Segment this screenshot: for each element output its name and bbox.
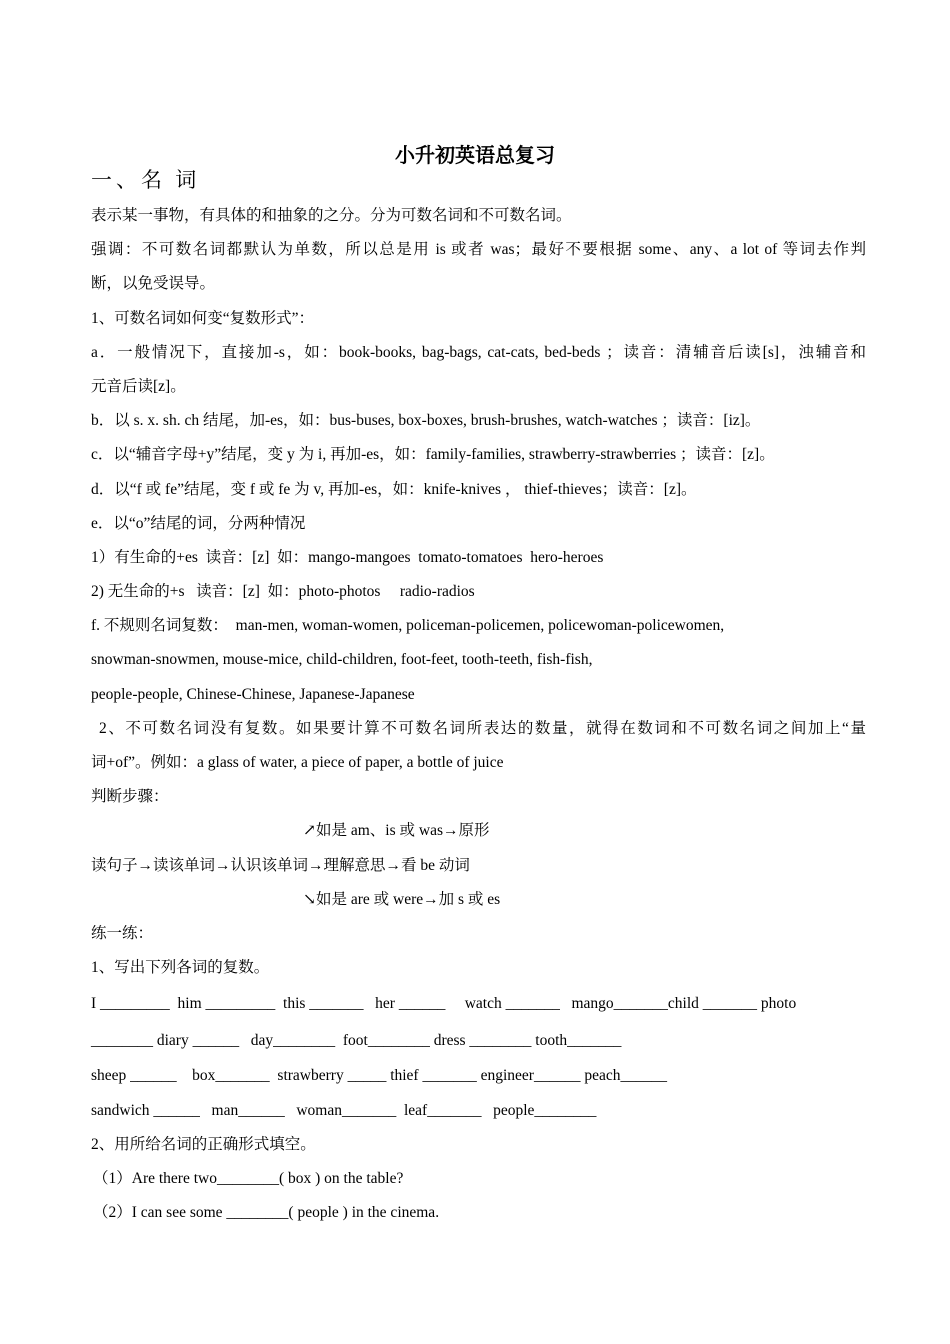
practice-heading: 练一练： xyxy=(91,924,154,942)
judgement-branch-plural: ↘如是 are 或 were→加 s 或 es xyxy=(303,890,501,908)
rule-c: c．以“辅音字母+y”结尾，变 y 为 i, 再加-es，如：family-families, strawberry-strawberries ；读音：[z]。 xyxy=(91,446,775,464)
judgement-steps-label: 判断步骤： xyxy=(91,788,169,806)
rule-heading-plural: 1、可数名词如何变“复数形式”： xyxy=(91,309,315,327)
rule-a-cont: 元音后读[z]。 xyxy=(91,377,186,395)
exercise-1-instruction: 1、写出下列各词的复数。 xyxy=(91,959,270,977)
rule-f-cont-2: people-people, Chinese-Chinese, Japanese-Japanese xyxy=(91,685,415,703)
rule-e: e．以“o”结尾的词，分两种情况 xyxy=(91,514,306,532)
exercise-1-row-4: sandwich ______ man______ woman_______ leaf_______ people________ xyxy=(91,1101,597,1119)
exercise-1-row-1: I _________ him _________ this _______ her ______ watch _______ mango_______child _______ photo xyxy=(91,995,797,1013)
rule-d: d．以“f 或 fe”结尾，变 f 或 fe 为 v, 再加-es，如：knife-knives ， thief-thieves；读音：[z]。 xyxy=(91,480,697,498)
section-heading: 一、名 词 xyxy=(91,168,201,192)
rule-uncountable: 2、不可数名词没有复数。如果要计算不可数名词所表达的数量，就得在数词和不可数名词之间加上“量 xyxy=(99,719,866,737)
document-title: 小升初英语总复习 xyxy=(395,145,555,167)
judgement-branch-singular: ↗如是 am、is 或 was→原形 xyxy=(303,822,490,840)
paragraph-definition: 表示某一事物，有具体的和抽象的之分。分为可数名词和不可数名词。 xyxy=(91,207,572,224)
exercise-1-row-2: ________ diary ______ day________ foot________ dress ________ tooth_______ xyxy=(91,1032,622,1050)
rule-f: f. 不规则名词复数： man-men, woman-women, policeman-policemen, policewoman-policewomen, xyxy=(91,617,725,635)
paragraph-emphasis: 强调：不可数名词都默认为单数，所以总是用 is 或者 was；最好不要根据 some、any、a lot of 等词去作判 xyxy=(91,241,866,259)
rule-uncountable-cont: 词+of”。例如：a glass of water, a piece of paper, a bottle of juice xyxy=(91,754,504,771)
document-body xyxy=(91,199,866,1230)
exercise-2-question-1: （1）Are there two________( box ) on the table? xyxy=(93,1169,404,1187)
exercise-1-row-3: sheep ______ box_______ strawberry _____ thief _______ engineer______ peach______ xyxy=(91,1067,667,1085)
exercise-2-question-2: （2）I can see some ________( people ) in the cinema. xyxy=(93,1204,440,1222)
rule-e-2: 2) 无生命的+s 读音：[z] 如：photo-photos radio-radios xyxy=(91,583,475,601)
exercise-2-instruction: 2、用所给名词的正确形式填空。 xyxy=(91,1135,316,1153)
rule-a: a．一般情况下，直接加-s，如：book-books, bag-bags, cat-cats, bed-beds ；读音：清辅音后读[s]，浊辅音和 xyxy=(91,343,866,361)
rule-e-1: 1）有生命的+es 读音：[z] 如：mango-mangoes tomato-tomatoes hero-heroes xyxy=(91,548,604,566)
rule-b: b．以 s. x. sh. ch 结尾，加-es，如：bus-buses, box-boxes, brush-brushes, watch-watches ；读音：[iz]。 xyxy=(91,412,761,430)
judgement-flow: 读句子→读该单词→认识该单词→理解意思→看 be 动词 xyxy=(91,856,470,874)
paragraph-emphasis-cont: 断，以免受误导。 xyxy=(91,275,216,293)
rule-f-cont-1: snowman-snowmen, mouse-mice, child-children, foot-feet, tooth-teeth, fish-fish, xyxy=(91,651,593,669)
